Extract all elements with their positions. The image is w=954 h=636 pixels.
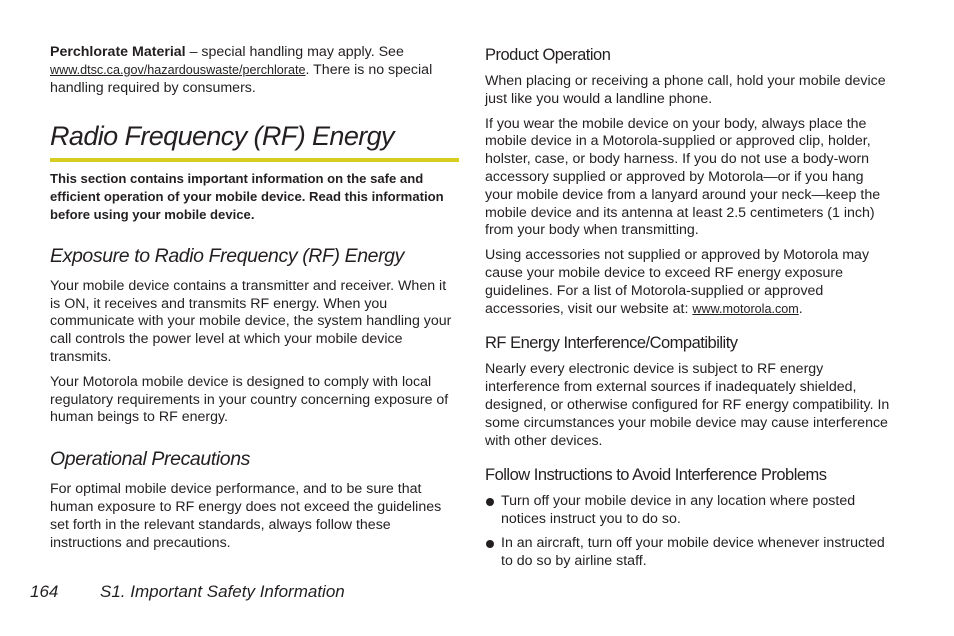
section-title: Radio Frequency (RF) Energy xyxy=(50,121,394,152)
list-item xyxy=(485,535,895,571)
perchlorate-label: Perchlorate Material xyxy=(50,44,186,60)
exposure-paragraph-1: Your mobile device contains a transmitter and receiver. When it is ON, it receives and transmits RF energy. When you communicate with your mobile device, the system handling your call controls the power level at which your mobile device transmits. xyxy=(50,277,452,365)
page-number: 164 xyxy=(30,582,59,601)
follow-instructions-heading: Follow Instructions to Avoid Interference Problems xyxy=(485,466,827,485)
product-operation-heading: Product Operation xyxy=(485,46,611,64)
precautions-heading: Operational Precautions xyxy=(50,448,251,471)
perchlorate-text-end: . There is no special handling required by consumers. xyxy=(50,61,433,96)
product-paragraph-3-end: . xyxy=(798,300,803,317)
perchlorate-text: – special handling may apply. See xyxy=(185,44,404,60)
product-paragraph-3-text: Using accessories not supplied or approved by Motorola may cause your mobile device to exceed RF energy exposure guidelines. For a list of Motorola-supplied or approved accessories, visit our website at: xyxy=(485,247,870,317)
section-lead: This section contains important information on the safe and efficient operation of your mobile device. Read this information before using your mobile device. xyxy=(50,171,444,222)
interference-paragraph: Nearly every electronic device is subject to RF energy interference from external sources if inadequately shielded, designed, or otherwise configured for RF energy compatibility. In some circumstances your mobile device may cause interference with other devices. xyxy=(485,361,890,449)
title-rule xyxy=(50,158,459,162)
instructions-list xyxy=(485,493,895,570)
motorola-link[interactable]: www.motorola.com xyxy=(692,301,799,316)
precautions-paragraph: For optimal mobile device performance, and to be sure that human exposure to RF energy does not exceed the guidelines set forth in the relevant standards, always follow these instructions and precautions. xyxy=(50,481,442,551)
list-item xyxy=(485,493,895,529)
interference-heading: RF Energy Interference/Compatibility xyxy=(485,334,738,353)
page-footer xyxy=(30,581,345,603)
product-paragraph-2: If you wear the mobile device on your body, always place the mobile device in a Motorola-supplied or approved clip, holder, holster, case, or body harness. If you do not use a body-worn accessory supplied or approved by Motorola—or if you hang your mobile device from a lanyard around your neck—keep the mobile device and its antenna at least 2.5 centimeters (1 inch) from your body when transmitting. xyxy=(485,115,881,239)
exposure-paragraph-2: Your Motorola mobile device is designed to comply with local regulatory requirements in your country concerning exposure of human beings to RF energy. xyxy=(50,373,449,426)
exposure-heading: Exposure to Radio Frequency (RF) Energy xyxy=(50,244,404,267)
footer-section-name: S1. Important Safety Information xyxy=(100,582,345,601)
product-paragraph-3 xyxy=(485,247,895,318)
right-column xyxy=(485,44,895,571)
bullet-icon xyxy=(486,498,494,506)
list-item-text: In an aircraft, turn off your mobile device whenever instructed to do so by airline staff. xyxy=(501,534,885,569)
list-item-text: Turn off your mobile device in any location where posted notices instruct you to do so. xyxy=(501,493,856,528)
left-column xyxy=(50,44,460,552)
product-paragraph-1: When placing or receiving a phone call, hold your mobile device just like you would a landline phone. xyxy=(485,73,886,107)
bullet-icon xyxy=(486,540,494,548)
perchlorate-paragraph xyxy=(50,44,460,97)
dtsc-link[interactable]: www.dtsc.ca.gov/hazardouswaste/perchlorate xyxy=(50,62,306,77)
